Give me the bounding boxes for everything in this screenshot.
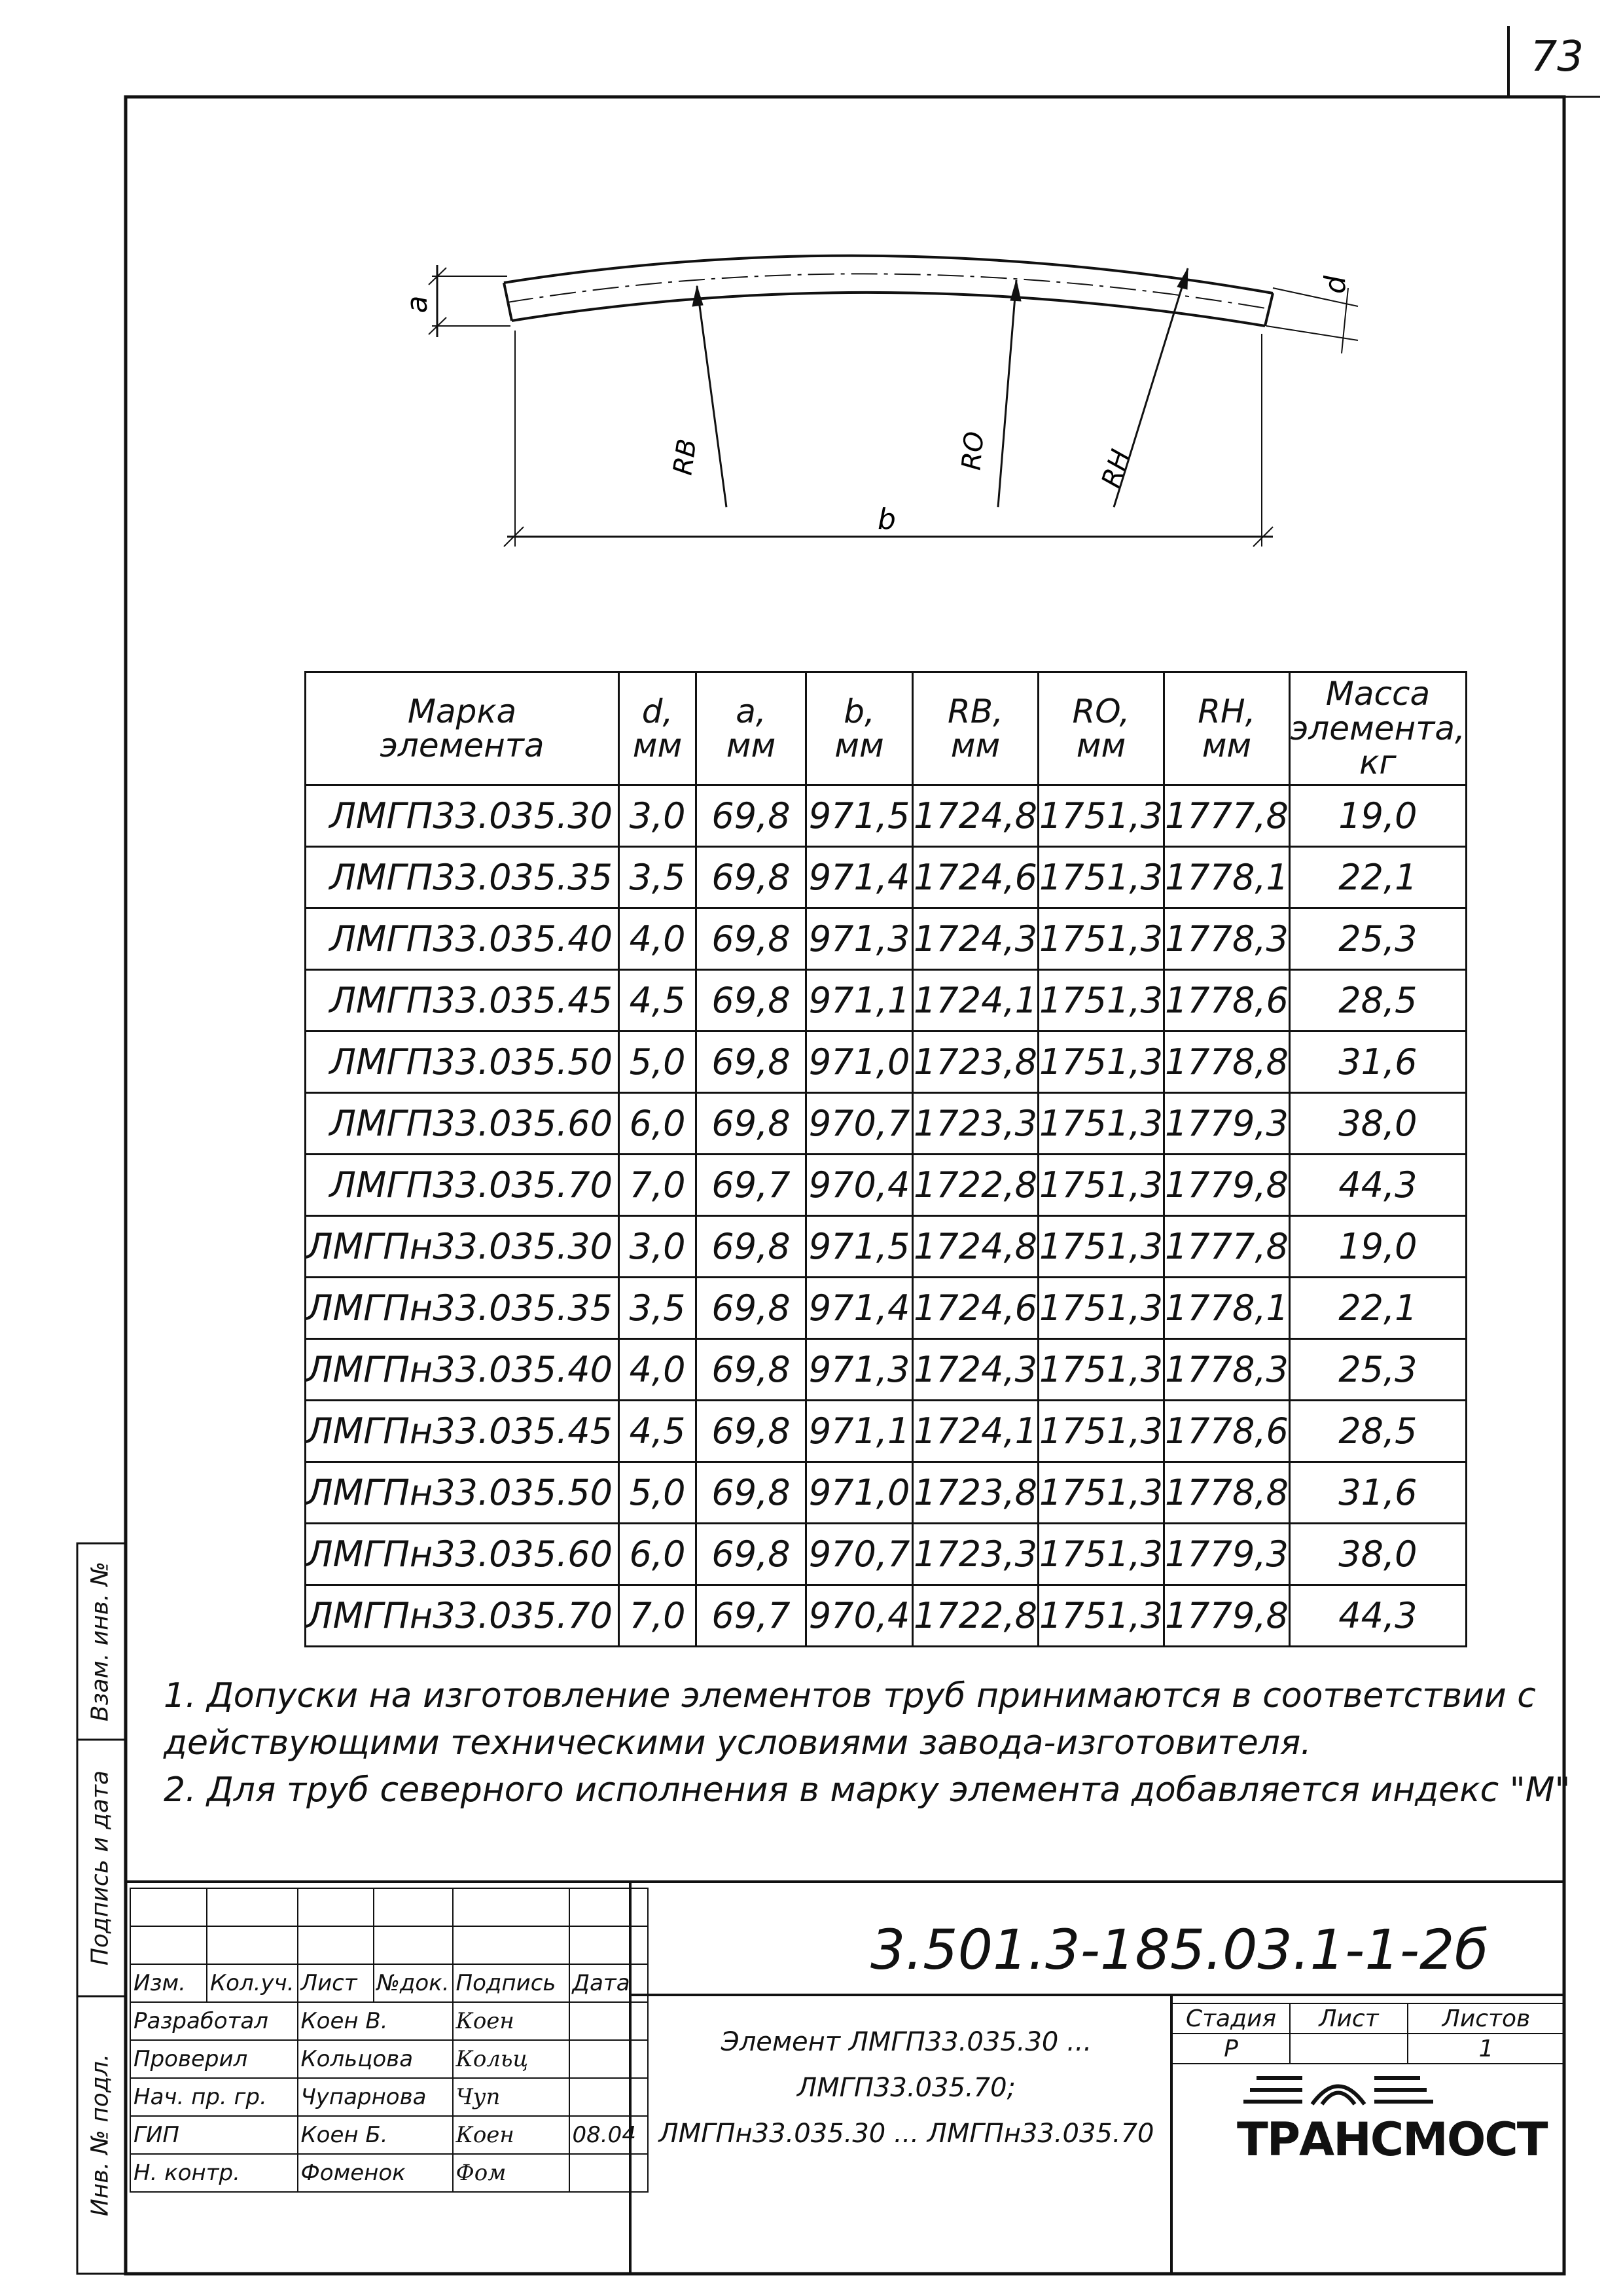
cell-a: 69,7 [696, 1585, 806, 1647]
table-row [306, 1031, 1467, 1093]
cell-rb: 1724,8 [913, 1216, 1039, 1278]
cell-rb: 1722,8 [913, 1585, 1039, 1647]
note-line: 1. Допуски на изготовление элементов труб принимаются в соответствии с [164, 1676, 1536, 1715]
cell-ro: 1751,3 [1038, 785, 1164, 847]
document-code: 3.501.3-185.03.1-1-2б [870, 1918, 1489, 1982]
stamp-header-ndok: №док. [374, 1964, 453, 2002]
cell-ro: 1751,3 [1038, 1524, 1164, 1585]
cell-d: 7,0 [619, 1585, 696, 1647]
cell-ro: 1751,3 [1038, 1155, 1164, 1216]
note-line: действующими техническими условиями завода-изготовителя. [164, 1723, 1311, 1763]
stamp-table [130, 1888, 649, 2193]
cell-d: 4,0 [619, 908, 696, 970]
cell-rh: 1778,8 [1164, 1031, 1289, 1093]
cell-d: 4,5 [619, 1401, 696, 1462]
table-row [306, 785, 1467, 847]
stamp-role-row [130, 2002, 648, 2040]
cell-mass: 31,6 [1289, 1031, 1466, 1093]
cell-d: 3,0 [619, 785, 696, 847]
cell-rb: 1724,6 [913, 1278, 1039, 1339]
cell-b: 971,3 [806, 908, 913, 970]
cell-rb: 1723,3 [913, 1093, 1039, 1155]
label-d: d [1319, 276, 1352, 294]
cell-a: 69,8 [696, 1524, 806, 1585]
cell-a: 69,8 [696, 1401, 806, 1462]
cell-a: 69,8 [696, 1216, 806, 1278]
stamp-role-row [130, 2116, 648, 2154]
cell-mark: ЛМГП33.035.30 [306, 785, 619, 847]
stamp-header-row [130, 1964, 648, 2002]
side-label-podpis: Подпись и дата [86, 1770, 114, 1966]
table-row [306, 1585, 1467, 1647]
cell-rh: 1778,1 [1164, 847, 1289, 908]
cell-a: 69,8 [696, 1278, 806, 1339]
label-b: b [878, 503, 896, 536]
cell-d: 4,0 [619, 1339, 696, 1401]
table-row [306, 908, 1467, 970]
cell-ro: 1751,3 [1038, 1216, 1164, 1278]
cell-rh: 1778,1 [1164, 1278, 1289, 1339]
stamp-name: Фоменок [298, 2154, 453, 2192]
header-mark: Марка элемента [306, 672, 619, 785]
header-rh: RH, мм [1164, 672, 1289, 785]
side-label-vzam: Взам. инв. № [86, 1561, 114, 1722]
notes [164, 1672, 1571, 1814]
cell-ro: 1751,3 [1038, 1278, 1164, 1339]
cell-b: 971,0 [806, 1031, 913, 1093]
cell-ro: 1751,3 [1038, 970, 1164, 1031]
stamp-header-list: Лист [298, 1964, 374, 2002]
cell-mass: 28,5 [1289, 970, 1466, 1031]
page-number: 73 [1530, 33, 1584, 81]
cell-rb: 1724,1 [913, 1401, 1039, 1462]
stamp-signature: Коен [453, 2116, 569, 2154]
cell-mark: ЛМГП33.035.60 [306, 1093, 619, 1155]
cell-mark: ЛМГПн33.035.50 [306, 1462, 619, 1524]
cell-d: 5,0 [619, 1462, 696, 1524]
cell-mass: 31,6 [1289, 1462, 1466, 1524]
stamp-header-data: Дата [569, 1964, 648, 2002]
cell-ro: 1751,3 [1038, 1093, 1164, 1155]
cell-a: 69,8 [696, 1339, 806, 1401]
cell-rh: 1778,6 [1164, 1401, 1289, 1462]
stamp-signature: Чуп [453, 2078, 569, 2116]
stamp-role-row [130, 2040, 648, 2078]
table-row [306, 847, 1467, 908]
cell-mass: 22,1 [1289, 1278, 1466, 1339]
stamp-roles [130, 2002, 648, 2192]
stamp-role: Разработал [130, 2002, 298, 2040]
cell-a: 69,8 [696, 1031, 806, 1093]
cell-b: 971,0 [806, 1462, 913, 1524]
cell-mark: ЛМГП33.035.35 [306, 847, 619, 908]
stamp-role: Н. контр. [130, 2154, 298, 2192]
spec-table [304, 671, 1467, 1647]
table-row [306, 1401, 1467, 1462]
cell-ro: 1751,3 [1038, 1401, 1164, 1462]
sheet-label: Лист [1290, 2003, 1408, 2034]
cell-rb: 1724,3 [913, 908, 1039, 970]
cell-mass: 38,0 [1289, 1093, 1466, 1155]
table-row [306, 1339, 1467, 1401]
cell-d: 7,0 [619, 1155, 696, 1216]
header-rb: RB, мм [913, 672, 1039, 785]
cell-ro: 1751,3 [1038, 847, 1164, 908]
cell-rh: 1779,3 [1164, 1524, 1289, 1585]
sheets-value: 1 [1408, 2034, 1565, 2064]
cell-mark: ЛМГП33.035.50 [306, 1031, 619, 1093]
cell-rh: 1778,3 [1164, 1339, 1289, 1401]
cell-mark: ЛМГПн33.035.40 [306, 1339, 619, 1401]
table-row [306, 1524, 1467, 1585]
title-line-1: Элемент ЛМГП33.035.30 ... ЛМГП33.035.70; [721, 2027, 1092, 2103]
cell-a: 69,8 [696, 847, 806, 908]
stage-table [1171, 2003, 1565, 2064]
cell-mass: 28,5 [1289, 1401, 1466, 1462]
cell-b: 971,1 [806, 970, 913, 1031]
document-title [632, 2019, 1181, 2157]
spec-table-header [306, 672, 1467, 785]
cell-mark: ЛМГП33.035.70 [306, 1155, 619, 1216]
cell-a: 69,8 [696, 908, 806, 970]
stamp-role-row [130, 2078, 648, 2116]
stamp-name: Кольцова [298, 2040, 453, 2078]
cell-d: 6,0 [619, 1524, 696, 1585]
cell-rb: 1724,8 [913, 785, 1039, 847]
label-rb: RB [668, 437, 703, 477]
cell-d: 6,0 [619, 1093, 696, 1155]
sheets-label: Листов [1408, 2003, 1565, 2034]
cell-ro: 1751,3 [1038, 1339, 1164, 1401]
cell-d: 3,0 [619, 1216, 696, 1278]
side-label-inv: Инв. № подл. [86, 2053, 114, 2217]
cell-mass: 25,3 [1289, 908, 1466, 970]
cell-mark: ЛМГПн33.035.45 [306, 1401, 619, 1462]
cell-mass: 44,3 [1289, 1585, 1466, 1647]
stamp-role: ГИП [130, 2116, 298, 2154]
header-d: d, мм [619, 672, 696, 785]
cell-mass: 22,1 [1289, 847, 1466, 908]
header-a: a, мм [696, 672, 806, 785]
cell-mass: 25,3 [1289, 1339, 1466, 1401]
cell-ro: 1751,3 [1038, 1462, 1164, 1524]
cell-rb: 1723,8 [913, 1462, 1039, 1524]
cell-ro: 1751,3 [1038, 908, 1164, 970]
cell-b: 971,3 [806, 1339, 913, 1401]
cell-mass: 19,0 [1289, 1216, 1466, 1278]
stamp-name: Коен В. [298, 2002, 453, 2040]
table-row [306, 1278, 1467, 1339]
cell-mark: ЛМГП33.035.45 [306, 970, 619, 1031]
stamp-header-izm: Изм. [130, 1964, 207, 2002]
label-ro: RO [956, 430, 990, 472]
stage-label: Стадия [1172, 2003, 1290, 2034]
company-name: ТРАНСМОСТ [1237, 2113, 1547, 2166]
header-mass: Масса элемента, кг [1289, 672, 1466, 785]
cell-rb: 1723,3 [913, 1524, 1039, 1585]
stamp-header-podpis: Подпись [453, 1964, 569, 2002]
cell-rb: 1724,3 [913, 1339, 1039, 1401]
cell-rh: 1778,6 [1164, 970, 1289, 1031]
cell-b: 970,4 [806, 1155, 913, 1216]
cell-mass: 44,3 [1289, 1155, 1466, 1216]
cell-b: 971,1 [806, 1401, 913, 1462]
stamp-date: 08.04 [569, 2116, 648, 2154]
cell-d: 4,5 [619, 970, 696, 1031]
cell-b: 971,5 [806, 1216, 913, 1278]
table-row [306, 1216, 1467, 1278]
cell-rb: 1724,1 [913, 970, 1039, 1031]
cell-rh: 1777,8 [1164, 1216, 1289, 1278]
cell-rb: 1724,6 [913, 847, 1039, 908]
cell-mark: ЛМГПн33.035.60 [306, 1524, 619, 1585]
label-a: a [401, 295, 434, 314]
cell-b: 970,7 [806, 1093, 913, 1155]
cell-rb: 1722,8 [913, 1155, 1039, 1216]
cell-ro: 1751,3 [1038, 1031, 1164, 1093]
stamp-date [569, 2154, 648, 2192]
stamp-name: Чупарнова [298, 2078, 453, 2116]
cell-rh: 1779,8 [1164, 1155, 1289, 1216]
header-b: b, мм [806, 672, 913, 785]
cell-mass: 19,0 [1289, 785, 1466, 847]
header-ro: RO, мм [1038, 672, 1164, 785]
title-line-2: ЛМГПн33.035.30 ... ЛМГПн33.035.70 [658, 2119, 1154, 2149]
cell-rh: 1779,3 [1164, 1093, 1289, 1155]
cell-b: 971,4 [806, 847, 913, 908]
cell-b: 970,7 [806, 1524, 913, 1585]
stamp-role-row [130, 2154, 648, 2192]
cell-a: 69,7 [696, 1155, 806, 1216]
cell-mark: ЛМГПн33.035.35 [306, 1278, 619, 1339]
cell-d: 5,0 [619, 1031, 696, 1093]
cell-mark: ЛМГПн33.035.30 [306, 1216, 619, 1278]
cell-mark: ЛМГП33.035.40 [306, 908, 619, 970]
cell-d: 3,5 [619, 847, 696, 908]
cell-b: 971,5 [806, 785, 913, 847]
table-row [306, 970, 1467, 1031]
note-line: 2. Для труб северного исполнения в марку элемента добавляется индекс "М" [164, 1770, 1571, 1810]
stamp-signature: Кольц [453, 2040, 569, 2078]
table-row [306, 1155, 1467, 1216]
cell-a: 69,8 [696, 785, 806, 847]
stamp-signature: Фом [453, 2154, 569, 2192]
cell-d: 3,5 [619, 1278, 696, 1339]
stamp-signature: Коен [453, 2002, 569, 2040]
cell-rb: 1723,8 [913, 1031, 1039, 1093]
stamp-header-koluch: Кол.уч. [207, 1964, 298, 2002]
cell-mark: ЛМГПн33.035.70 [306, 1585, 619, 1647]
cell-b: 970,4 [806, 1585, 913, 1647]
cell-rh: 1778,3 [1164, 908, 1289, 970]
stamp-role: Нач. пр. гр. [130, 2078, 298, 2116]
sheet-value [1290, 2034, 1408, 2064]
table-row [306, 1093, 1467, 1155]
stamp-role: Проверил [130, 2040, 298, 2078]
cell-a: 69,8 [696, 1462, 806, 1524]
cell-a: 69,8 [696, 970, 806, 1031]
cell-mass: 38,0 [1289, 1524, 1466, 1585]
stamp-name: Коен Б. [298, 2116, 453, 2154]
cell-rh: 1778,8 [1164, 1462, 1289, 1524]
stage-value: Р [1172, 2034, 1290, 2064]
cell-rh: 1777,8 [1164, 785, 1289, 847]
spec-table-body [306, 785, 1467, 1647]
cell-ro: 1751,3 [1038, 1585, 1164, 1647]
cell-b: 971,4 [806, 1278, 913, 1339]
cell-a: 69,8 [696, 1093, 806, 1155]
label-rh: RH [1096, 446, 1137, 492]
cell-rh: 1779,8 [1164, 1585, 1289, 1647]
table-row [306, 1462, 1467, 1524]
